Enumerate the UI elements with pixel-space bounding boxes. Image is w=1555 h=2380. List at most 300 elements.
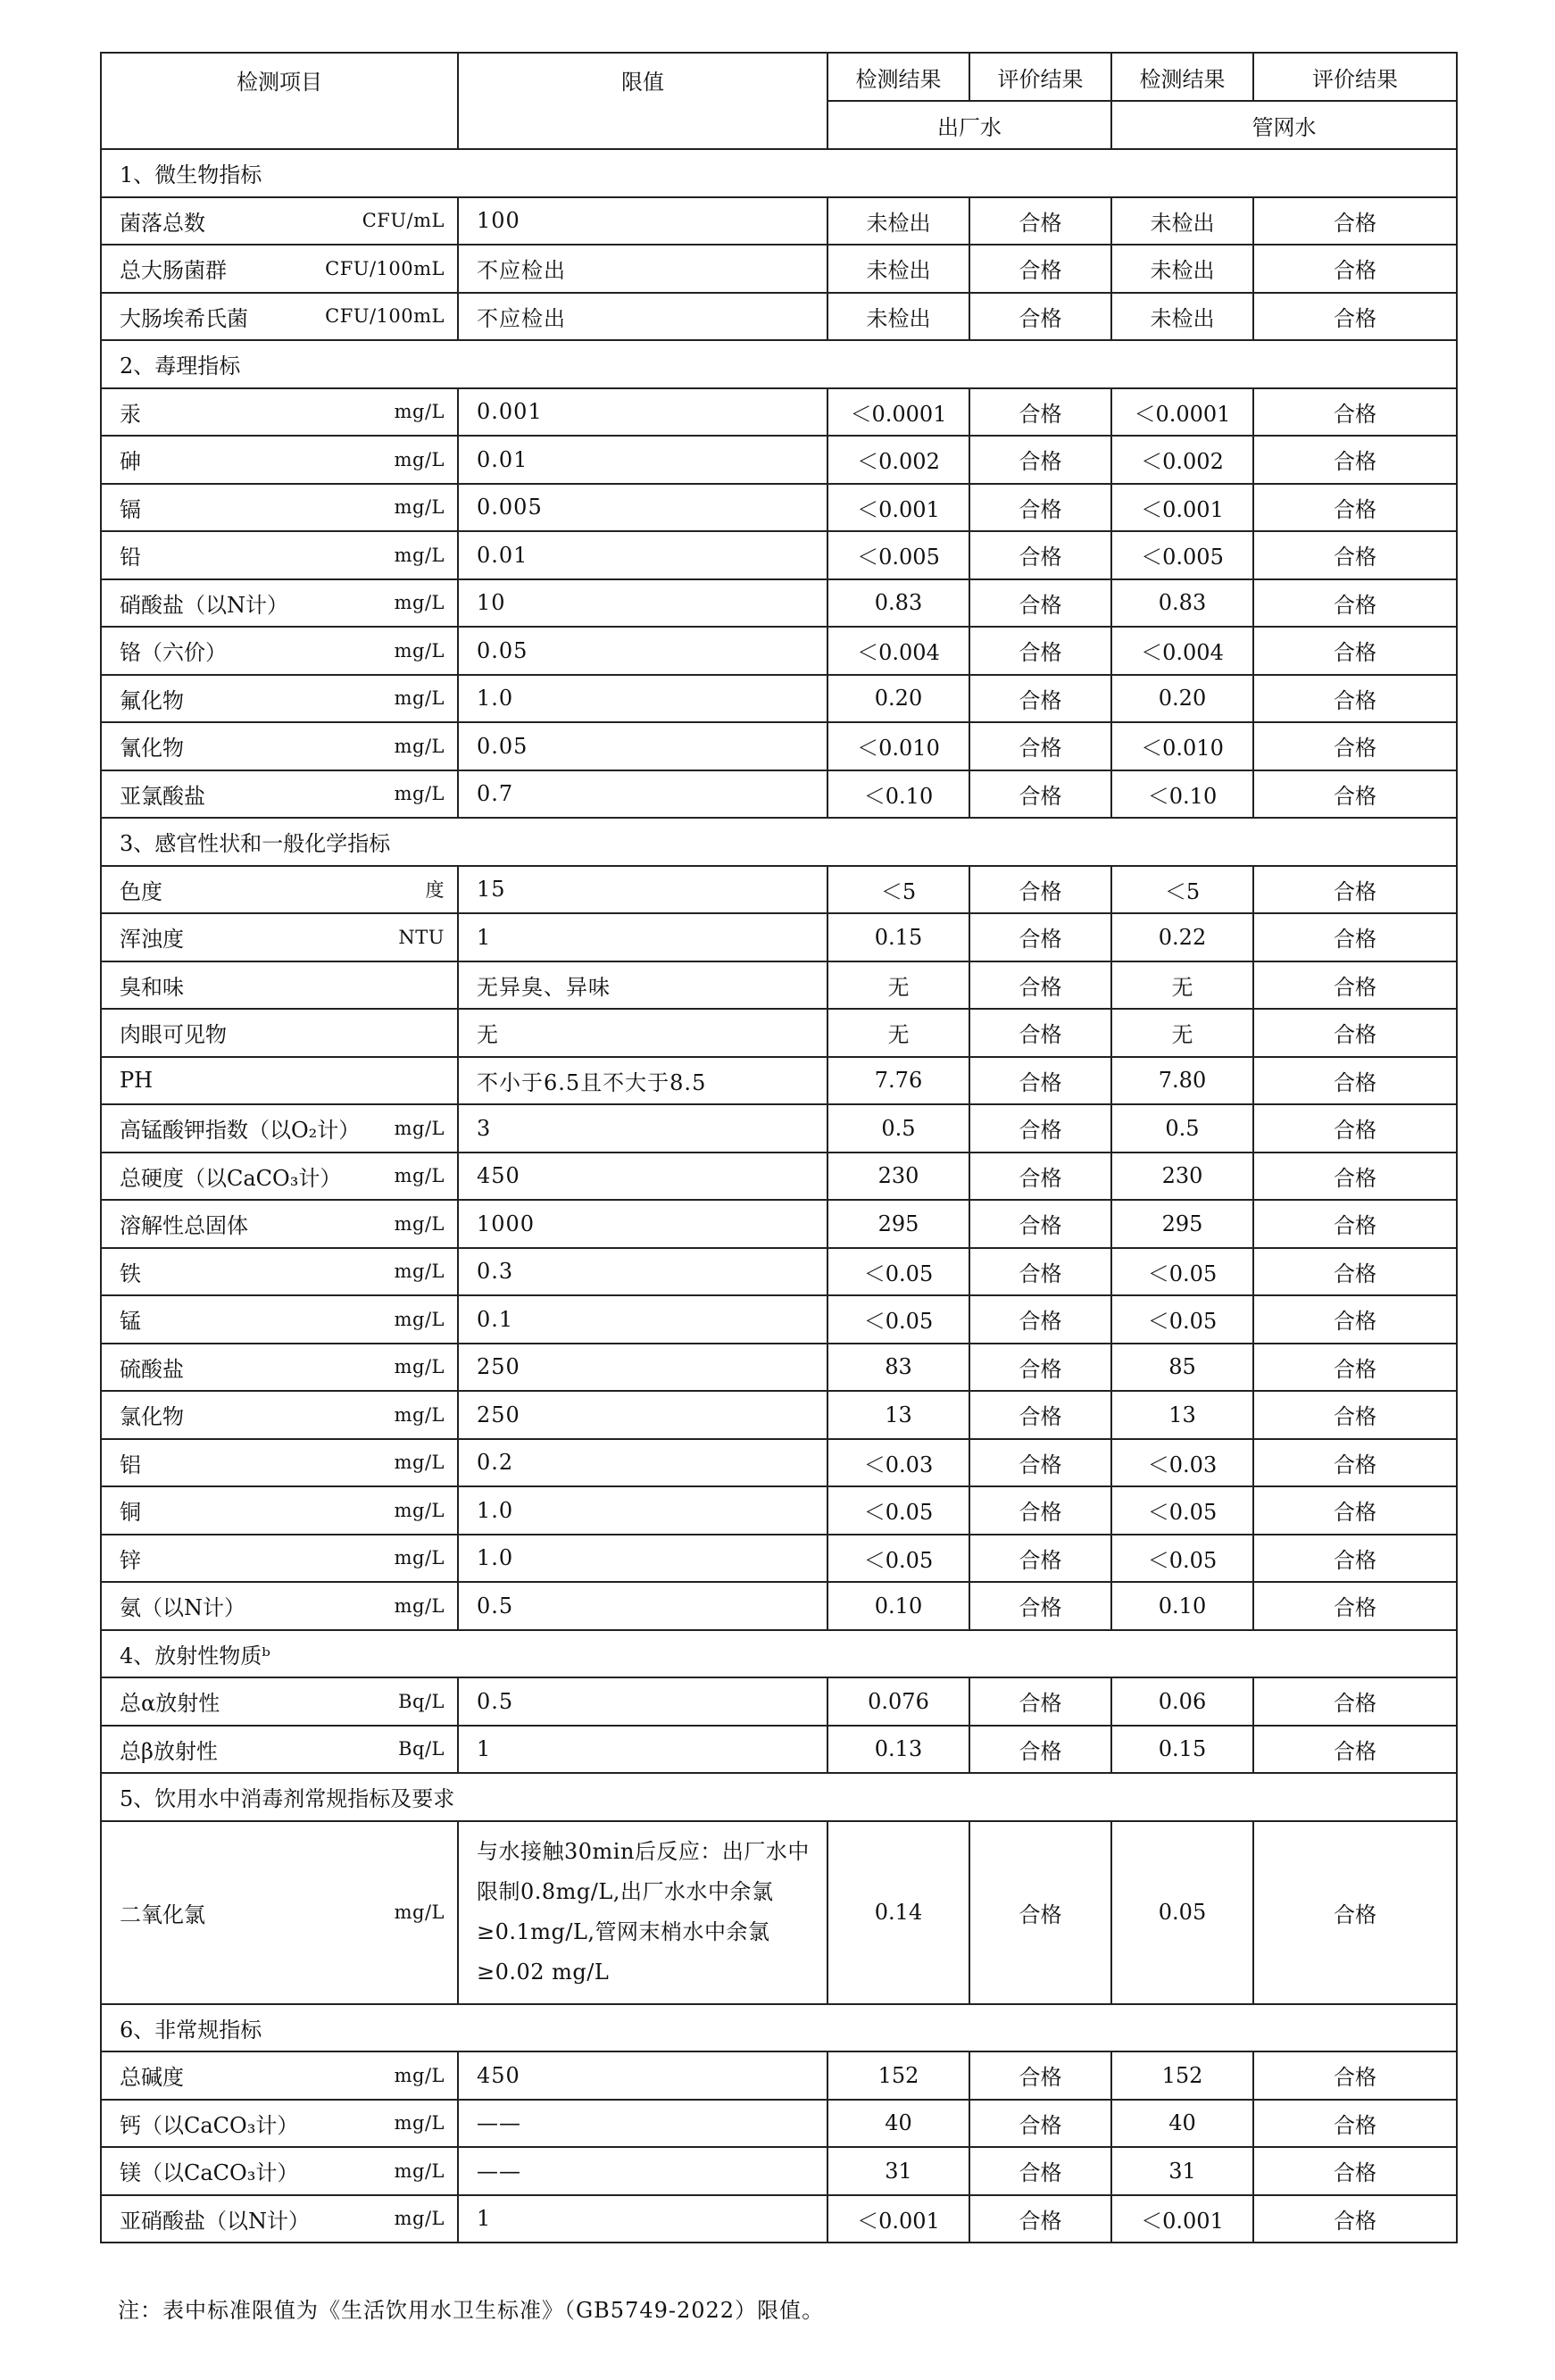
- table-row: [101, 484, 1457, 532]
- table-row: [101, 1726, 1457, 1774]
- limit-cell: 450: [458, 1153, 827, 1201]
- network-result-cell: 0.06: [1111, 1677, 1253, 1726]
- header-evaluation-1: 评价结果: [969, 53, 1111, 101]
- table-row: [101, 579, 1457, 628]
- section-title: 3、感官性状和一般化学指标: [101, 818, 1457, 866]
- item-unit: mg/L: [394, 2208, 445, 2230]
- table-row: [101, 1295, 1457, 1344]
- network-result-cell: 0.20: [1111, 675, 1253, 723]
- item-name: 总碱度: [120, 2065, 184, 2091]
- factory-evaluation-cell: 合格: [969, 1439, 1111, 1487]
- item-cell: [101, 1486, 458, 1535]
- factory-result-cell: 0.076: [827, 1677, 969, 1726]
- limit-cell: 1.0: [458, 675, 827, 723]
- section-row: [101, 1630, 1457, 1678]
- item-cell: [101, 197, 458, 245]
- item-unit: mg/L: [394, 544, 445, 566]
- network-result-cell: 0.05: [1111, 1821, 1253, 2004]
- factory-result-cell: ＜0.05: [827, 1486, 969, 1535]
- factory-result-cell: ＜0.004: [827, 627, 969, 675]
- item-cell: [101, 245, 458, 293]
- item-unit: mg/L: [394, 783, 445, 805]
- item-unit: mg/L: [394, 1902, 445, 1923]
- factory-result-cell: 0.10: [827, 1582, 969, 1630]
- table-row: [101, 1821, 1457, 2004]
- item-name: 硫酸盐: [120, 1356, 184, 1382]
- table-row: [101, 913, 1457, 961]
- section-row: [101, 340, 1457, 388]
- network-result-cell: 31: [1111, 2147, 1253, 2195]
- factory-result-cell: 83: [827, 1344, 969, 1392]
- item-cell: [101, 1535, 458, 1583]
- table-row: [101, 1439, 1457, 1487]
- item-name: 铅: [120, 545, 141, 570]
- item-cell: [101, 436, 458, 484]
- factory-result-cell: 无: [827, 961, 969, 1010]
- item-unit: mg/L: [394, 1261, 445, 1283]
- network-result-cell: ＜0.002: [1111, 436, 1253, 484]
- network-evaluation-cell: 合格: [1253, 1821, 1457, 2004]
- limit-cell: 0.05: [458, 722, 827, 770]
- item-unit: mg/L: [394, 401, 445, 423]
- header-result-1: 检测结果: [827, 53, 969, 101]
- item-name: 亚硝酸盐（以N计）: [120, 2208, 310, 2234]
- item-unit: NTU: [398, 926, 445, 948]
- item-cell: [101, 1009, 458, 1057]
- item-cell: [101, 1821, 458, 2004]
- factory-result-cell: 7.76: [827, 1057, 969, 1105]
- network-evaluation-cell: 合格: [1253, 2195, 1457, 2243]
- limit-cell: 0.01: [458, 531, 827, 579]
- table-row: [101, 1535, 1457, 1583]
- network-result-cell: ＜0.05: [1111, 1486, 1253, 1535]
- table-row: [101, 770, 1457, 819]
- factory-result-cell: 230: [827, 1153, 969, 1201]
- factory-result-cell: ＜0.03: [827, 1439, 969, 1487]
- table-row: [101, 436, 1457, 484]
- factory-evaluation-cell: 合格: [969, 1057, 1111, 1105]
- factory-result-cell: ＜0.010: [827, 722, 969, 770]
- network-evaluation-cell: 合格: [1253, 2051, 1457, 2100]
- factory-evaluation-cell: 合格: [969, 1821, 1111, 2004]
- limit-cell: 15: [458, 866, 827, 914]
- item-cell: [101, 1200, 458, 1248]
- factory-result-cell: 0.15: [827, 913, 969, 961]
- item-name: 镉: [120, 496, 141, 522]
- item-name: 硝酸盐（以N计）: [120, 592, 288, 618]
- table-row: [101, 197, 1457, 245]
- network-evaluation-cell: 合格: [1253, 1726, 1457, 1774]
- item-name: 色度: [120, 878, 162, 904]
- limit-cell: 250: [458, 1344, 827, 1392]
- item-name: 铁: [120, 1261, 141, 1286]
- network-evaluation-cell: 合格: [1253, 245, 1457, 293]
- factory-evaluation-cell: 合格: [969, 913, 1111, 961]
- factory-result-cell: 未检出: [827, 293, 969, 341]
- limit-cell: 不小于6.5且不大于8.5: [458, 1057, 827, 1105]
- table-row: [101, 1104, 1457, 1153]
- item-unit: mg/L: [394, 2159, 445, 2182]
- item-unit: mg/L: [394, 1212, 445, 1235]
- table-row: [101, 531, 1457, 579]
- header-item: 检测项目: [101, 53, 458, 149]
- network-result-cell: 未检出: [1111, 245, 1253, 293]
- item-name: 总大肠菌群: [120, 258, 227, 284]
- item-cell: [101, 675, 458, 723]
- factory-result-cell: 152: [827, 2051, 969, 2100]
- table-row: [101, 2051, 1457, 2100]
- limit-cell: 无: [458, 1009, 827, 1057]
- item-unit: mg/L: [394, 592, 445, 614]
- limit-cell: 不应检出: [458, 245, 827, 293]
- factory-evaluation-cell: 合格: [969, 2195, 1111, 2243]
- factory-result-cell: 未检出: [827, 197, 969, 245]
- limit-cell: 0.7: [458, 770, 827, 819]
- item-cell: [101, 1104, 458, 1153]
- item-unit: mg/L: [394, 1117, 445, 1139]
- network-evaluation-cell: 合格: [1253, 866, 1457, 914]
- item-unit: mg/L: [394, 1452, 445, 1474]
- item-name: 亚氯酸盐: [120, 783, 205, 809]
- factory-evaluation-cell: 合格: [969, 2147, 1111, 2195]
- limit-cell: 1: [458, 2195, 827, 2243]
- limit-cell: 1.0: [458, 1535, 827, 1583]
- limit-cell: 1: [458, 913, 827, 961]
- item-name: 总β放射性: [120, 1738, 218, 1764]
- header-group-network: 管网水: [1111, 101, 1457, 149]
- item-unit: mg/L: [394, 735, 445, 757]
- factory-result-cell: 0.83: [827, 579, 969, 628]
- section-title: 2、毒理指标: [101, 340, 1457, 388]
- network-evaluation-cell: 合格: [1253, 484, 1457, 532]
- network-evaluation-cell: 合格: [1253, 1535, 1457, 1583]
- limit-cell: 0.005: [458, 484, 827, 532]
- item-name: 钙（以CaCO₃计）: [120, 2112, 299, 2138]
- factory-result-cell: 40: [827, 2100, 969, 2148]
- factory-result-cell: 0.13: [827, 1726, 969, 1774]
- limit-cell: 0.001: [458, 388, 827, 437]
- item-name: 臭和味: [120, 974, 184, 1000]
- network-evaluation-cell: 合格: [1253, 1200, 1457, 1248]
- item-cell: [101, 2100, 458, 2148]
- network-result-cell: 未检出: [1111, 293, 1253, 341]
- item-name: 铜: [120, 1500, 141, 1526]
- item-name: 肉眼可见物: [120, 1022, 227, 1048]
- header-group-factory: 出厂水: [827, 101, 1111, 149]
- header-evaluation-2: 评价结果: [1253, 53, 1457, 101]
- item-cell: [101, 722, 458, 770]
- table-row: [101, 866, 1457, 914]
- network-result-cell: ＜0.001: [1111, 484, 1253, 532]
- network-result-cell: 未检出: [1111, 197, 1253, 245]
- item-unit: mg/L: [394, 1499, 445, 1521]
- item-cell: [101, 2147, 458, 2195]
- header-row: [101, 53, 1457, 101]
- network-result-cell: ＜0.010: [1111, 722, 1253, 770]
- item-name: 锰: [120, 1309, 141, 1335]
- item-unit: mg/L: [394, 1356, 445, 1378]
- network-result-cell: 295: [1111, 1200, 1253, 1248]
- item-name: 汞: [120, 401, 141, 427]
- table-row: [101, 1153, 1457, 1201]
- limit-cell: 不应检出: [458, 293, 827, 341]
- item-unit: mg/L: [394, 639, 445, 662]
- water-quality-table: [100, 52, 1458, 2243]
- factory-result-cell: 31: [827, 2147, 969, 2195]
- factory-evaluation-cell: 合格: [969, 1582, 1111, 1630]
- network-result-cell: ＜0.05: [1111, 1295, 1253, 1344]
- table-row: [101, 1009, 1457, 1057]
- item-unit: CFU/100mL: [325, 257, 445, 279]
- network-evaluation-cell: 合格: [1253, 197, 1457, 245]
- item-name: 氨（以N计）: [120, 1595, 245, 1621]
- item-name: 氰化物: [120, 736, 184, 761]
- table-row: [101, 675, 1457, 723]
- limit-cell: 0.1: [458, 1295, 827, 1344]
- table-row: [101, 1057, 1457, 1105]
- network-result-cell: 0.10: [1111, 1582, 1253, 1630]
- item-name: 总α放射性: [120, 1691, 220, 1717]
- limit-cell: ——: [458, 2147, 827, 2195]
- network-evaluation-cell: 合格: [1253, 531, 1457, 579]
- factory-result-cell: ＜0.05: [827, 1248, 969, 1296]
- factory-evaluation-cell: 合格: [969, 293, 1111, 341]
- section-row: [101, 818, 1457, 866]
- item-name: 菌落总数: [120, 210, 205, 236]
- factory-evaluation-cell: 合格: [969, 627, 1111, 675]
- network-result-cell: ＜0.0001: [1111, 388, 1253, 437]
- table-row: [101, 245, 1457, 293]
- network-result-cell: 0.83: [1111, 579, 1253, 628]
- item-name: PH: [120, 1068, 154, 1094]
- network-evaluation-cell: 合格: [1253, 1677, 1457, 1726]
- network-result-cell: ＜5: [1111, 866, 1253, 914]
- factory-result-cell: ＜0.0001: [827, 388, 969, 437]
- factory-result-cell: 13: [827, 1391, 969, 1439]
- section-title: 1、微生物指标: [101, 149, 1457, 197]
- network-evaluation-cell: 合格: [1253, 1248, 1457, 1296]
- item-cell: [101, 1295, 458, 1344]
- item-cell: [101, 531, 458, 579]
- item-unit: mg/L: [394, 448, 445, 470]
- network-evaluation-cell: 合格: [1253, 913, 1457, 961]
- item-cell: [101, 579, 458, 628]
- limit-cell: 450: [458, 2051, 827, 2100]
- network-evaluation-cell: 合格: [1253, 1582, 1457, 1630]
- network-evaluation-cell: 合格: [1253, 2100, 1457, 2148]
- item-cell: [101, 1153, 458, 1201]
- item-cell: [101, 1057, 458, 1105]
- factory-result-cell: ＜5: [827, 866, 969, 914]
- factory-evaluation-cell: 合格: [969, 722, 1111, 770]
- section-row: [101, 2004, 1457, 2052]
- header-result-2: 检测结果: [1111, 53, 1253, 101]
- item-name: 氯化物: [120, 1404, 184, 1430]
- item-name: 砷: [120, 449, 141, 475]
- network-evaluation-cell: 合格: [1253, 1344, 1457, 1392]
- item-unit: mg/L: [394, 2064, 445, 2086]
- network-result-cell: ＜0.05: [1111, 1248, 1253, 1296]
- factory-result-cell: ＜0.001: [827, 2195, 969, 2243]
- factory-result-cell: ＜0.001: [827, 484, 969, 532]
- section-title: 6、非常规指标: [101, 2004, 1457, 2052]
- table-row: [101, 627, 1457, 675]
- factory-result-cell: 0.20: [827, 675, 969, 723]
- item-name: 总硬度（以CaCO₃计）: [120, 1165, 342, 1191]
- network-evaluation-cell: 合格: [1253, 1009, 1457, 1057]
- item-unit: CFU/mL: [362, 210, 445, 232]
- network-result-cell: 13: [1111, 1391, 1253, 1439]
- item-unit: Bq/L: [398, 1738, 445, 1760]
- factory-result-cell: ＜0.002: [827, 436, 969, 484]
- factory-evaluation-cell: 合格: [969, 770, 1111, 819]
- factory-evaluation-cell: 合格: [969, 1104, 1111, 1153]
- network-evaluation-cell: 合格: [1253, 388, 1457, 437]
- limit-cell: 无异臭、异味: [458, 961, 827, 1010]
- table-row: [101, 1391, 1457, 1439]
- limit-cell: 10: [458, 579, 827, 628]
- item-unit: mg/L: [394, 1403, 445, 1426]
- item-name: 大肠埃希氏菌: [120, 305, 248, 331]
- factory-evaluation-cell: 合格: [969, 1200, 1111, 1248]
- item-cell: [101, 866, 458, 914]
- section-title: 4、放射性物质ᵇ: [101, 1630, 1457, 1678]
- footnote: 注：表中标准限值为《生活饮用水卫生标准》（GB5749-2022）限值。: [118, 2298, 825, 2323]
- item-cell: [101, 484, 458, 532]
- factory-evaluation-cell: 合格: [969, 961, 1111, 1010]
- table-row: [101, 2147, 1457, 2195]
- factory-result-cell: ＜0.005: [827, 531, 969, 579]
- network-result-cell: 152: [1111, 2051, 1253, 2100]
- network-result-cell: 无: [1111, 1009, 1253, 1057]
- limit-cell: 0.5: [458, 1582, 827, 1630]
- item-cell: [101, 627, 458, 675]
- factory-result-cell: 295: [827, 1200, 969, 1248]
- network-result-cell: ＜0.004: [1111, 627, 1253, 675]
- network-evaluation-cell: 合格: [1253, 770, 1457, 819]
- item-cell: [101, 1391, 458, 1439]
- item-cell: [101, 1344, 458, 1392]
- limit-cell: 1: [458, 1726, 827, 1774]
- network-evaluation-cell: 合格: [1253, 1153, 1457, 1201]
- limit-cell: 1000: [458, 1200, 827, 1248]
- section-title: 5、饮用水中消毒剂常规指标及要求: [101, 1773, 1457, 1821]
- limit-cell: 1.0: [458, 1486, 827, 1535]
- item-cell: [101, 388, 458, 437]
- limit-cell: 0.3: [458, 1248, 827, 1296]
- network-evaluation-cell: 合格: [1253, 293, 1457, 341]
- item-cell: [101, 1677, 458, 1726]
- item-unit: CFU/100mL: [325, 305, 445, 328]
- factory-evaluation-cell: 合格: [969, 1153, 1111, 1201]
- network-evaluation-cell: 合格: [1253, 1391, 1457, 1439]
- item-unit: mg/L: [394, 496, 445, 519]
- header-limit: 限值: [458, 53, 827, 149]
- network-result-cell: ＜0.001: [1111, 2195, 1253, 2243]
- item-unit: mg/L: [394, 1547, 445, 1569]
- item-unit: mg/L: [394, 1308, 445, 1330]
- table-row: [101, 1344, 1457, 1392]
- item-name: 镁（以CaCO₃计）: [120, 2160, 299, 2186]
- limit-cell: 0.01: [458, 436, 827, 484]
- network-evaluation-cell: 合格: [1253, 627, 1457, 675]
- limit-cell: 0.2: [458, 1439, 827, 1487]
- network-evaluation-cell: 合格: [1253, 2147, 1457, 2195]
- factory-evaluation-cell: 合格: [969, 2100, 1111, 2148]
- factory-evaluation-cell: 合格: [969, 1677, 1111, 1726]
- factory-evaluation-cell: 合格: [969, 245, 1111, 293]
- item-unit: mg/L: [394, 687, 445, 710]
- item-cell: [101, 913, 458, 961]
- limit-cell: 0.5: [458, 1677, 827, 1726]
- factory-evaluation-cell: 合格: [969, 1535, 1111, 1583]
- item-cell: [101, 1439, 458, 1487]
- item-name: 锌: [120, 1547, 141, 1573]
- item-name: 高锰酸钾指数（以O₂计）: [120, 1118, 361, 1144]
- network-result-cell: 40: [1111, 2100, 1253, 2148]
- factory-evaluation-cell: 合格: [969, 675, 1111, 723]
- factory-evaluation-cell: 合格: [969, 1391, 1111, 1439]
- item-unit: Bq/L: [398, 1690, 445, 1712]
- item-name: 溶解性总固体: [120, 1213, 248, 1239]
- network-result-cell: ＜0.05: [1111, 1535, 1253, 1583]
- table-row: [101, 722, 1457, 770]
- item-cell: [101, 2051, 458, 2100]
- item-unit: 度: [425, 879, 445, 902]
- item-cell: [101, 1248, 458, 1296]
- factory-evaluation-cell: 合格: [969, 1486, 1111, 1535]
- factory-evaluation-cell: 合格: [969, 1726, 1111, 1774]
- network-result-cell: 0.15: [1111, 1726, 1253, 1774]
- item-unit: mg/L: [394, 2112, 445, 2135]
- factory-result-cell: ＜0.05: [827, 1535, 969, 1583]
- network-result-cell: 0.22: [1111, 913, 1253, 961]
- network-evaluation-cell: 合格: [1253, 961, 1457, 1010]
- table-row: [101, 388, 1457, 437]
- network-result-cell: ＜0.03: [1111, 1439, 1253, 1487]
- network-result-cell: 85: [1111, 1344, 1253, 1392]
- factory-result-cell: 未检出: [827, 245, 969, 293]
- network-result-cell: 无: [1111, 961, 1253, 1010]
- limit-cell: 0.05: [458, 627, 827, 675]
- factory-evaluation-cell: 合格: [969, 866, 1111, 914]
- table-row: [101, 1248, 1457, 1296]
- limit-cell: 100: [458, 197, 827, 245]
- factory-evaluation-cell: 合格: [969, 388, 1111, 437]
- factory-result-cell: 0.14: [827, 1821, 969, 2004]
- network-evaluation-cell: 合格: [1253, 1486, 1457, 1535]
- network-evaluation-cell: 合格: [1253, 579, 1457, 628]
- network-result-cell: 7.80: [1111, 1057, 1253, 1105]
- network-result-cell: 230: [1111, 1153, 1253, 1201]
- factory-evaluation-cell: 合格: [969, 436, 1111, 484]
- item-name: 铬（六价）: [120, 640, 227, 666]
- item-cell: [101, 1582, 458, 1630]
- network-evaluation-cell: 合格: [1253, 1439, 1457, 1487]
- item-cell: [101, 2195, 458, 2243]
- item-unit: mg/L: [394, 1594, 445, 1617]
- factory-evaluation-cell: 合格: [969, 197, 1111, 245]
- factory-evaluation-cell: 合格: [969, 484, 1111, 532]
- limit-cell: 3: [458, 1104, 827, 1153]
- network-evaluation-cell: 合格: [1253, 1057, 1457, 1105]
- network-evaluation-cell: 合格: [1253, 722, 1457, 770]
- factory-result-cell: ＜0.10: [827, 770, 969, 819]
- network-result-cell: 0.5: [1111, 1104, 1253, 1153]
- limit-cell: 250: [458, 1391, 827, 1439]
- factory-evaluation-cell: 合格: [969, 579, 1111, 628]
- table-row: [101, 1582, 1457, 1630]
